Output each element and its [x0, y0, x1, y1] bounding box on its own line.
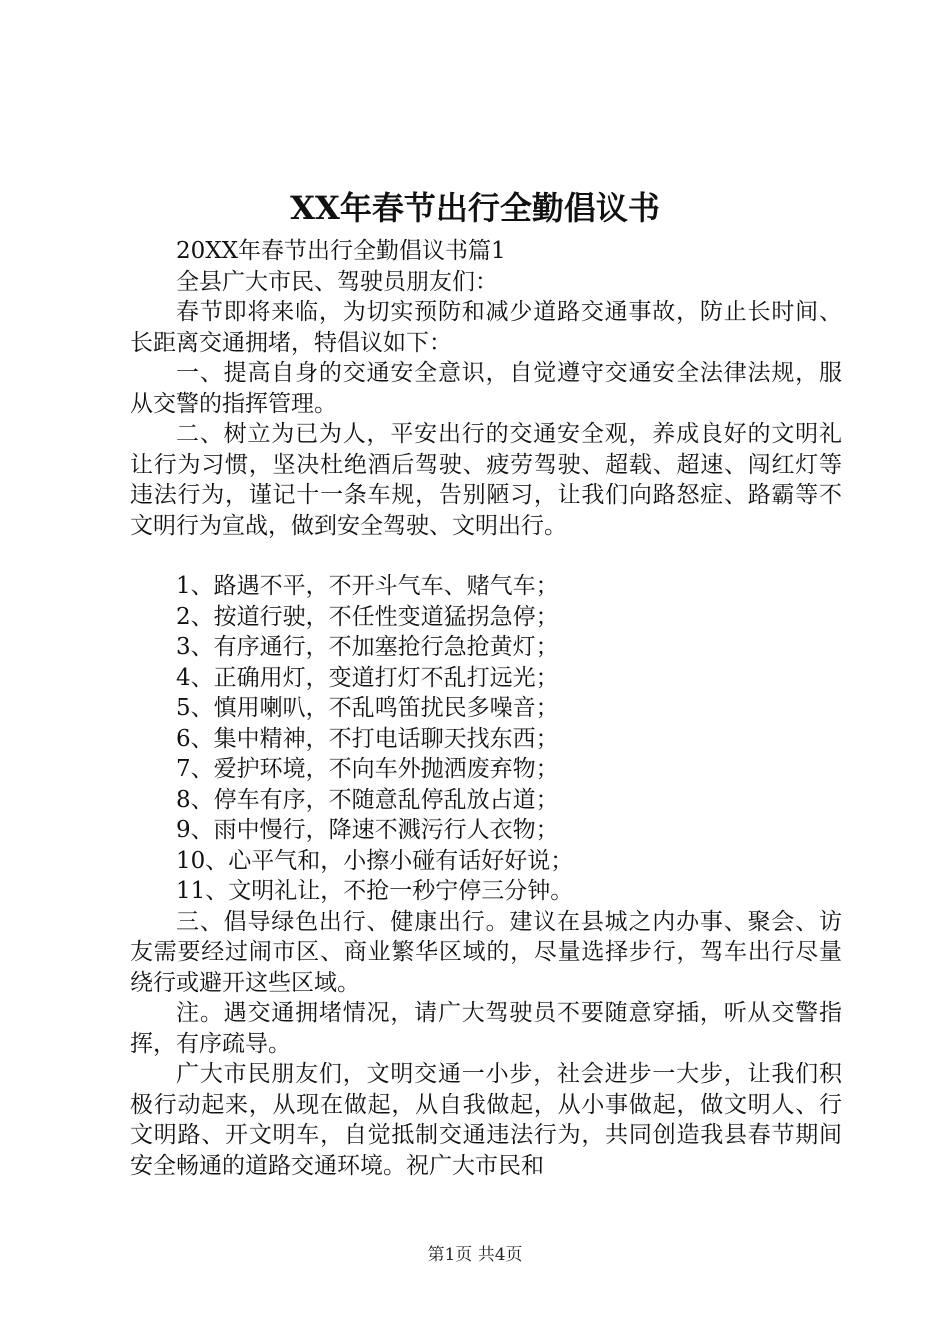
list-item-rule-5: 5、慎用喇叭，不乱鸣笛扰民多噪音；: [176, 695, 559, 721]
paragraph-point-2: 二、树立为已为人，平安出行的交通安全观，养成良好的文明礼让行为习惯，坚决杜绝酒后驾驶、疲劳驾驶、超载、超速、闯红灯等违法行为，谨记十一条车规，告别陋习，让我们向路怒症、路霸等不文明行为宣战，做到安全驾驶、文明出行。: [130, 421, 842, 539]
paragraph-point-3: 三、倡导绿色出行、健康出行。建议在县城之内办事、聚会、访友需要经过闹市区、商业繁华区域的，尽量选择步行，驾车出行尽量绕行或避开这些区域。: [130, 908, 842, 996]
list-item-rule-1: 1、路遇不平，不开斗气车、赌气车；: [176, 573, 559, 599]
paragraph-point-1: 一、提高自身的交通安全意识，自觉遵守交通安全法律法规，服从交警的指挥管理。: [130, 360, 842, 417]
paragraph-closing: 广大市民朋友们，文明交通一小步，社会进步一大步，让我们积极行动起来，从现在做起，从自我做起，从小事做起，做文明人、行文明路、开文明车，自觉抵制交通违法行为，共同创造我县春节期间安全畅通的道路交通环境。祝广大市民和: [130, 1061, 842, 1179]
list-item-rule-9: 9、雨中慢行，降速不溅污行人衣物；: [176, 817, 559, 843]
list-item-rule-6: 6、集中精神，不打电话聊天找东西；: [176, 725, 559, 752]
list-item-rule-11: 11、文明礼让，不抢一秒宁停三分钟。: [176, 878, 574, 904]
list-item-rule-10: 10、心平气和，小擦小碰有话好好说；: [176, 847, 574, 874]
document-body: [130, 236, 842, 1181]
paragraph-subtitle: 20XX年春节出行全勤倡议书篇1: [176, 238, 506, 264]
paragraph-intro: 春节即将来临，为切实预防和减少道路交通事故，防止长时间、长距离交通拥堵，特倡议如下：: [130, 299, 842, 356]
list-item-rule-7: 7、爱护环境，不向车外抛洒废弃物；: [176, 756, 559, 782]
list-item-rule-2: 2、按道行驶，不任性变道猛拐急停；: [176, 603, 559, 630]
document-title: XX年春节出行全勤倡议书: [290, 189, 660, 227]
paragraph-note: 注。遇交通拥堵情况，请广大驾驶员不要随意穿插，听从交警指挥，有序疏导。: [130, 1000, 842, 1057]
paragraph-salutation: 全县广大市民、驾驶员朋友们：: [176, 268, 498, 295]
list-item-rule-3: 3、有序通行，不加塞抢行急抢黄灯；: [176, 634, 559, 660]
list-item-rule-4: 4、正确用灯，变道打灯不乱打远光；: [176, 664, 559, 691]
page-footer: 第1页 共4页: [427, 1245, 523, 1265]
list-item-rule-8: 8、停车有序，不随意乱停乱放占道；: [176, 786, 559, 813]
